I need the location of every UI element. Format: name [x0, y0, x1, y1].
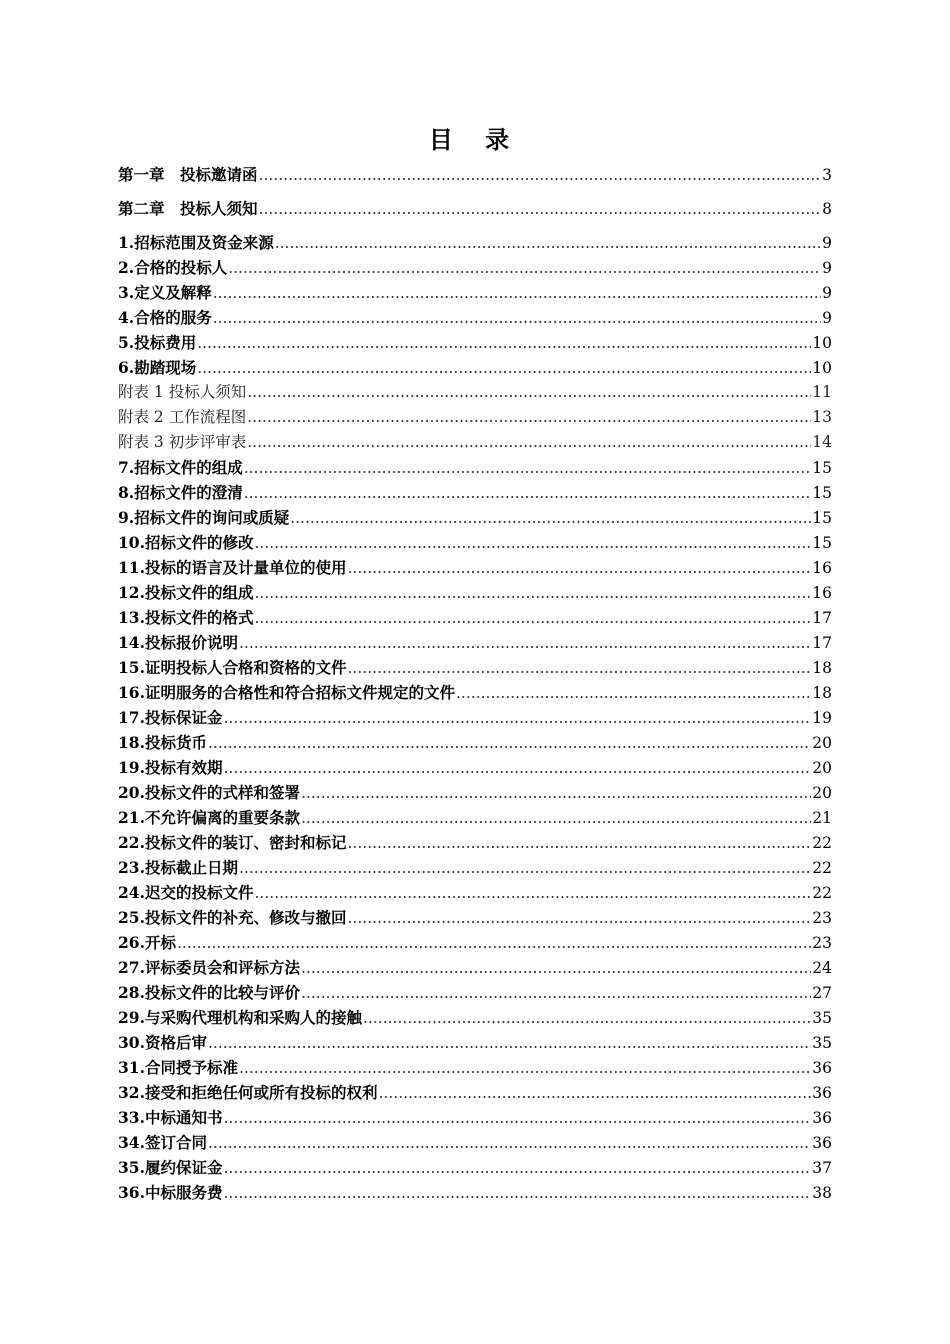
toc-entry-number: 36.: [118, 1183, 145, 1202]
dot-leader: [197, 331, 811, 356]
toc-entry-label: 附表 2 工作流程图: [118, 408, 247, 426]
toc-entry-page-number: 20: [812, 734, 832, 752]
toc-entry-number: 27.: [118, 958, 145, 977]
toc-entry-page-number: 37: [812, 1159, 832, 1177]
toc-entry-page-number: 8: [822, 200, 832, 218]
toc-entry[interactable]: [118, 405, 832, 430]
toc-entry-number: 30.: [118, 1033, 145, 1052]
toc-entry[interactable]: [118, 855, 832, 880]
toc-entry-page-number: 9: [822, 234, 832, 252]
dot-leader: [301, 781, 811, 806]
toc-entry-label: 招标文件的组成: [134, 458, 243, 477]
toc-entry-page-number: 9: [822, 284, 832, 302]
toc-entry[interactable]: [118, 305, 832, 330]
dot-leader: [254, 606, 811, 631]
toc-entry-label: 第一章 投标邀请函: [118, 165, 258, 184]
toc-entry-label: 投标文件的补充、修改与撤回: [144, 908, 347, 927]
toc-entry-page-number: 22: [812, 859, 832, 877]
toc-entry-number: 28.: [118, 983, 145, 1002]
toc-entry-page-number: 15: [812, 459, 832, 477]
toc-entry-label: 签订合同: [144, 1133, 207, 1152]
toc-entry-label: 合同授予标准: [144, 1058, 238, 1077]
dot-leader: [275, 231, 821, 256]
dot-leader: [301, 956, 811, 981]
toc-entry-label: 投标费用: [134, 333, 197, 352]
toc-entry-label: 投标货币: [144, 733, 207, 752]
toc-entry-label: 证明投标人合格和资格的文件: [144, 658, 347, 677]
toc-entry[interactable]: [118, 1105, 832, 1130]
toc-entry-page-number: 17: [812, 634, 832, 652]
toc-entry[interactable]: [118, 1155, 832, 1180]
toc-entry-label: 投标有效期: [144, 758, 223, 777]
toc-entry-page-number: 36: [812, 1059, 832, 1077]
toc-entry-page-number: 22: [812, 884, 832, 902]
toc-entry-page-number: 36: [812, 1084, 832, 1102]
toc-entry[interactable]: [118, 705, 832, 730]
toc-entry-page-number: 17: [812, 609, 832, 627]
toc-entry-label: 开标: [144, 933, 176, 952]
toc-entry-number: 24.: [118, 883, 145, 902]
toc-entry-page-number: 10: [812, 359, 832, 377]
toc-entry-number: 6.: [118, 358, 135, 377]
toc-entry-number: 18.: [118, 733, 145, 752]
dot-leader: [208, 1031, 811, 1056]
dot-leader: [301, 806, 811, 831]
toc-entry[interactable]: [118, 1005, 832, 1030]
toc-entry-label: 勘踏现场: [134, 358, 197, 377]
toc-entry[interactable]: [118, 805, 832, 830]
dot-leader: [197, 356, 811, 381]
toc-entry-number: 26.: [118, 933, 145, 952]
toc-entry-page-number: 38: [812, 1184, 832, 1202]
toc-entry[interactable]: [118, 755, 832, 780]
toc-entry[interactable]: [118, 830, 832, 855]
toc-entry-label: 不允许偏离的重要条款: [144, 808, 300, 827]
dot-leader: [223, 756, 811, 781]
dot-leader: [213, 281, 821, 306]
toc-entry[interactable]: [118, 655, 832, 680]
toc-entry-page-number: 14: [812, 433, 832, 451]
toc-entry-label: 合格的服务: [134, 308, 212, 327]
dot-leader: [177, 931, 811, 956]
toc-entry-label: 投标的语言及计量单位的使用: [144, 558, 347, 577]
toc-entry-label: 迟交的投标文件: [144, 883, 254, 902]
toc-entry[interactable]: [118, 780, 832, 805]
toc-entry-number: 4.: [118, 308, 135, 327]
dot-leader: [247, 430, 811, 455]
toc-entry-number: 11.: [118, 558, 145, 577]
toc-entry-page-number: 15: [812, 534, 832, 552]
toc-entry-number: 2.: [118, 258, 135, 277]
toc-title: 目 录: [428, 125, 522, 154]
toc-entry-page-number: 15: [812, 509, 832, 527]
toc-entry-label: 招标文件的询问或质疑: [134, 508, 290, 527]
toc-entry[interactable]: [118, 430, 832, 455]
toc-entry-page-number: 13: [812, 408, 832, 426]
toc-entry-label: 投标文件的装订、密封和标记: [144, 833, 347, 852]
toc-entry-page-number: 9: [822, 309, 832, 327]
toc-entry-label: 附表 1 投标人须知: [118, 383, 247, 401]
toc-entry-label: 定义及解释: [134, 283, 212, 302]
toc-entry-number: 15.: [118, 658, 145, 677]
toc-entry-page-number: 20: [812, 759, 832, 777]
toc-entry[interactable]: [118, 455, 832, 480]
toc-entry-number: 32.: [118, 1083, 145, 1102]
toc-entry-number: 9.: [118, 508, 135, 527]
toc-entry-page-number: 19: [812, 709, 832, 727]
dot-leader: [347, 906, 811, 931]
dot-leader: [223, 1106, 811, 1131]
toc-entry-page-number: 16: [812, 584, 832, 602]
toc-entry-number: 29.: [118, 1008, 145, 1027]
toc-entry-number: 3.: [118, 283, 135, 302]
toc-entry[interactable]: [118, 955, 832, 980]
toc-entry[interactable]: [118, 480, 832, 505]
dot-leader: [290, 506, 811, 531]
toc-entry-label: 中标服务费: [144, 1183, 223, 1202]
toc-entry[interactable]: [118, 1180, 832, 1205]
dot-leader: [378, 1081, 811, 1106]
dot-leader: [239, 631, 811, 656]
toc-entry[interactable]: [118, 1080, 832, 1105]
toc-entry[interactable]: [118, 530, 832, 555]
toc-entry-label: 第二章 投标人须知: [118, 199, 258, 218]
dot-leader: [347, 556, 811, 581]
dot-leader: [259, 163, 822, 188]
toc-entry-page-number: 15: [812, 484, 832, 502]
dot-leader: [301, 981, 811, 1006]
toc-entry-label: 投标保证金: [144, 708, 223, 727]
toc-entry-label: 投标文件的比较与评价: [144, 983, 300, 1002]
toc-entry-page-number: 35: [812, 1034, 832, 1052]
toc-entry-label: 投标报价说明: [144, 633, 238, 652]
toc-entry-label: 投标文件的格式: [144, 608, 254, 627]
toc-entry-number: 14.: [118, 633, 145, 652]
dot-leader: [213, 306, 821, 331]
dot-leader: [208, 731, 811, 756]
toc-entry-page-number: 27: [812, 984, 832, 1002]
dot-leader: [223, 1156, 811, 1181]
toc-entry[interactable]: [118, 880, 832, 905]
table-of-contents: [118, 160, 832, 1205]
toc-entry-page-number: 9: [822, 259, 832, 277]
toc-entry-page-number: 22: [812, 834, 832, 852]
dot-leader: [244, 456, 812, 481]
toc-entry-page-number: 16: [812, 559, 832, 577]
toc-entry[interactable]: [118, 555, 832, 580]
toc-entry[interactable]: [118, 580, 832, 605]
toc-entry-number: 22.: [118, 833, 145, 852]
toc-entry-page-number: 20: [812, 784, 832, 802]
dot-leader: [347, 656, 811, 681]
toc-entry-label: 与采购代理机构和采购人的接触: [144, 1008, 362, 1027]
toc-entry-label: 投标文件的式样和签署: [144, 783, 300, 802]
toc-entry-page-number: 36: [812, 1134, 832, 1152]
toc-entry-page-number: 18: [812, 659, 832, 677]
toc-entry[interactable]: [118, 230, 832, 255]
toc-entry[interactable]: [118, 605, 832, 630]
toc-entry-number: 12.: [118, 583, 145, 602]
toc-entry-number: 8.: [118, 483, 135, 502]
toc-entry-page-number: 23: [812, 909, 832, 927]
toc-entry-number: 13.: [118, 608, 145, 627]
toc-entry[interactable]: [118, 630, 832, 655]
toc-entry-number: 10.: [118, 533, 145, 552]
toc-entry-number: 33.: [118, 1108, 145, 1127]
toc-entry[interactable]: [118, 730, 832, 755]
toc-entry-page-number: 24: [812, 959, 832, 977]
dot-leader: [254, 531, 811, 556]
toc-entry-label: 附表 3 初步评审表: [118, 433, 247, 451]
toc-entry[interactable]: [118, 980, 832, 1005]
toc-entry-page-number: 11: [812, 383, 832, 401]
toc-entry[interactable]: [118, 1130, 832, 1155]
toc-entry-number: 7.: [118, 458, 135, 477]
dot-leader: [363, 1006, 811, 1031]
toc-entry-page-number: 3: [822, 166, 832, 184]
dot-leader: [223, 1181, 811, 1206]
toc-entry[interactable]: [118, 255, 832, 280]
dot-leader: [244, 481, 812, 506]
toc-entry[interactable]: [118, 1055, 832, 1080]
toc-entry-page-number: 18: [812, 684, 832, 702]
toc-entry-number: 1.: [118, 233, 135, 252]
toc-entry-label: 投标文件的组成: [144, 583, 254, 602]
toc-entry-number: 23.: [118, 858, 145, 877]
toc-entry-label: 招标文件的澄清: [134, 483, 243, 502]
toc-entry[interactable]: [118, 1030, 832, 1055]
toc-entry-label: 招标文件的修改: [144, 533, 254, 552]
dot-leader: [239, 856, 811, 881]
dot-leader: [254, 581, 811, 606]
toc-entry[interactable]: [118, 505, 832, 530]
toc-entry-label: 资格后审: [144, 1033, 207, 1052]
dot-leader: [259, 197, 822, 222]
dot-leader: [223, 706, 811, 731]
toc-entry[interactable]: [118, 930, 832, 955]
toc-entry-label: 评标委员会和评标方法: [144, 958, 300, 977]
dot-leader: [239, 1056, 811, 1081]
toc-entry-label: 合格的投标人: [134, 258, 228, 277]
dot-leader: [456, 681, 811, 706]
dot-leader: [228, 256, 821, 281]
toc-chapter-entry[interactable]: [118, 196, 832, 221]
toc-entry[interactable]: [118, 380, 832, 405]
toc-entry-label: 证明服务的合格性和符合招标文件规定的文件: [144, 683, 455, 702]
dot-leader: [254, 881, 811, 906]
toc-entry[interactable]: [118, 280, 832, 305]
toc-entry-number: 19.: [118, 758, 145, 777]
toc-entry-number: 31.: [118, 1058, 145, 1077]
dot-leader: [208, 1131, 811, 1156]
toc-entry-number: 17.: [118, 708, 145, 727]
toc-entry-number: 35.: [118, 1158, 145, 1177]
dot-leader: [247, 380, 811, 405]
dot-leader: [347, 831, 811, 856]
toc-entry-number: 5.: [118, 333, 135, 352]
toc-entry[interactable]: [118, 355, 832, 380]
toc-entry-number: 21.: [118, 808, 145, 827]
toc-entry-page-number: 36: [812, 1109, 832, 1127]
toc-entry-label: 招标范围及资金来源: [134, 233, 274, 252]
toc-entry-number: 16.: [118, 683, 145, 702]
toc-entry[interactable]: [118, 680, 832, 705]
toc-entry-label: 投标截止日期: [144, 858, 238, 877]
toc-entry[interactable]: [118, 330, 832, 355]
toc-chapter-entry[interactable]: [118, 162, 832, 187]
toc-entry-label: 履约保证金: [144, 1158, 223, 1177]
toc-entry-label: 接受和拒绝任何或所有投标的权利: [144, 1083, 378, 1102]
toc-entry-number: 34.: [118, 1133, 145, 1152]
toc-entry-page-number: 21: [812, 809, 832, 827]
toc-entry-label: 中标通知书: [144, 1108, 223, 1127]
toc-entry-number: 20.: [118, 783, 145, 802]
toc-entry-page-number: 10: [812, 334, 832, 352]
dot-leader: [247, 405, 811, 430]
toc-entry-number: 25.: [118, 908, 145, 927]
toc-entry[interactable]: [118, 905, 832, 930]
toc-entry-page-number: 23: [812, 934, 832, 952]
toc-entry-page-number: 35: [812, 1009, 832, 1027]
